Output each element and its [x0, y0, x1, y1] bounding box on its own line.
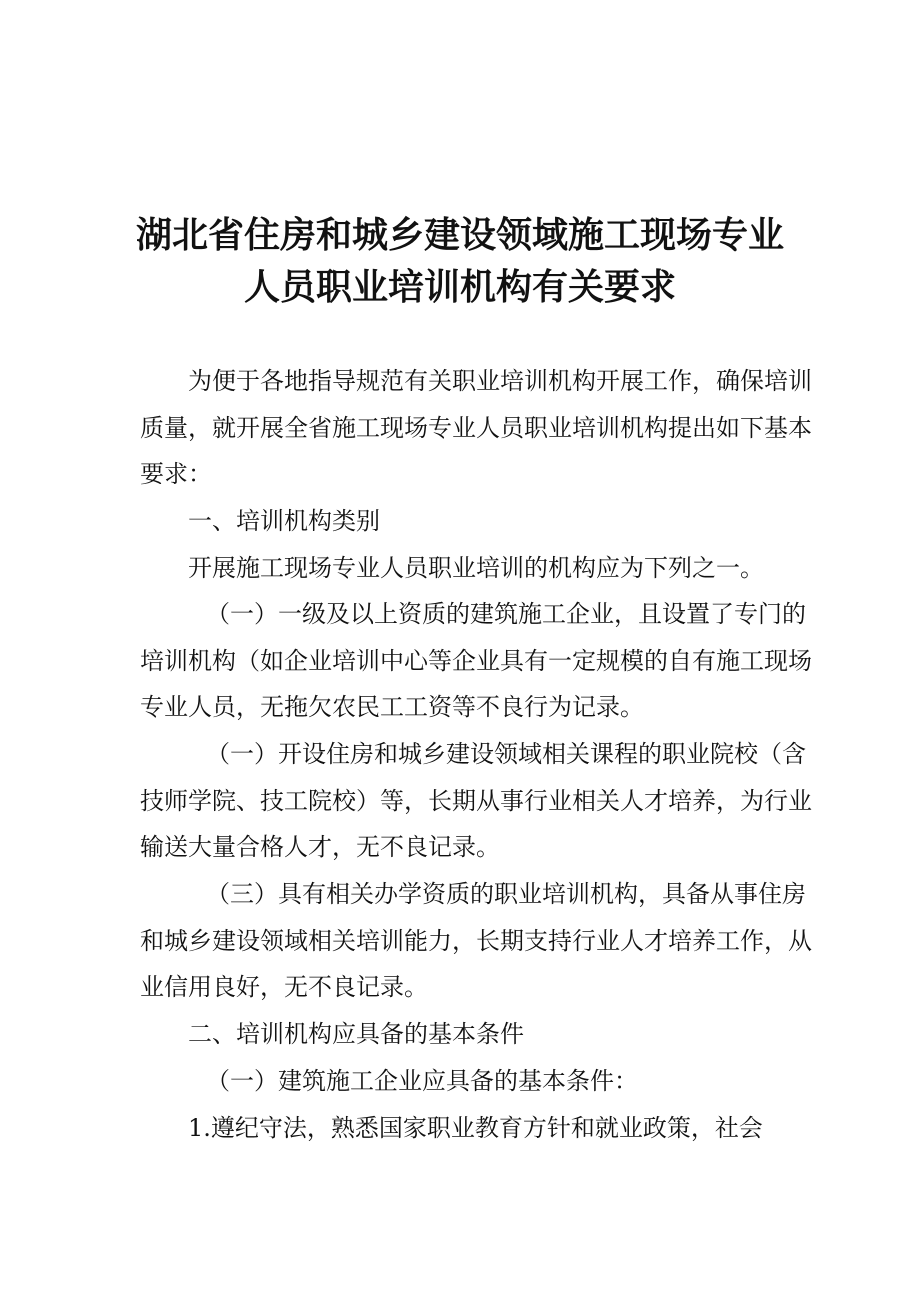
intro-line-3: 要求： — [140, 460, 212, 488]
item-3-line-1: （三）具有相关办学资质的职业培训机构，具备从事住房 — [206, 880, 806, 908]
item-3-line-2: 和城乡建设领域相关培训能力，长期支持行业人才培养工作，从 — [140, 927, 812, 955]
section-2-heading: 二、培训机构应具备的基本条件 — [188, 1020, 524, 1048]
intro-line-1: 为便于各地指导规范有关职业培训机构开展工作，确保培训 — [188, 367, 812, 395]
document-title-line-1: 湖北省住房和城乡建设领域施工现场专业 — [135, 215, 784, 256]
document-title-line-2: 人员职业培训机构有关要求 — [243, 267, 676, 308]
section-1-lead: 开展施工现场专业人员职业培训的机构应为下列之一。 — [188, 554, 764, 582]
intro-line-2: 质量，就开展全省施工现场专业人员职业培训机构提出如下基本 — [140, 414, 812, 442]
section-1-heading: 一、培训机构类别 — [188, 507, 380, 535]
item-2-line-2: 技师学院、技工院校）等，长期从事行业相关人才培养，为行业 — [140, 787, 812, 815]
section-2-subheading-1: （一）建筑施工企业应具备的基本条件： — [206, 1067, 638, 1095]
item-2-line-1: （一）开设住房和城乡建设领域相关课程的职业院校（含 — [206, 740, 806, 768]
item-1-line-1: （一）一级及以上资质的建筑施工企业，且设置了专门的 — [206, 600, 806, 628]
item-3-line-3: 业信用良好，无不良记录。 — [140, 973, 428, 1001]
item-1-line-2: 培训机构（如企业培训中心等企业具有一定规模的自有施工现场 — [140, 647, 812, 675]
item-2-line-3: 输送大量合格人才，无不良记录。 — [140, 833, 500, 861]
item-1-line-3: 专业人员，无拖欠农民工工资等不良行为记录。 — [140, 693, 644, 721]
section-2-point-1: 1.遵纪守法，熟悉国家职业教育方针和就业政策，社会 — [188, 1114, 763, 1142]
